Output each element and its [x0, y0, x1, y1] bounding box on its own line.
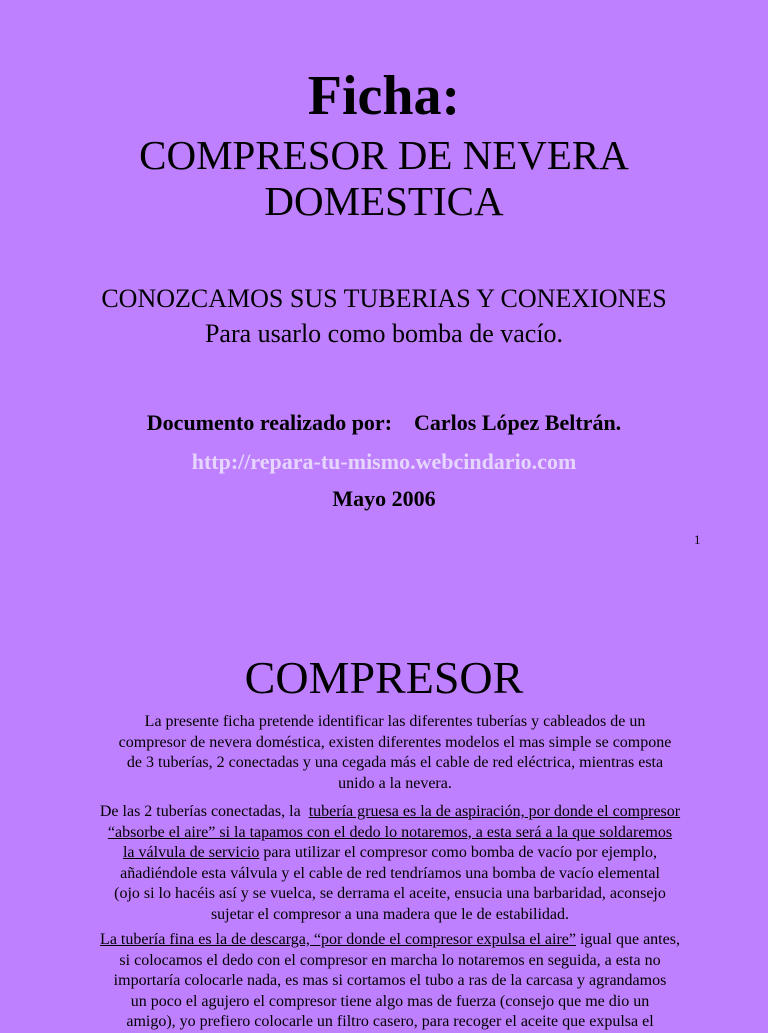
underlined-text: tubería gruesa es la de aspiración, por donde el compresor	[308, 803, 681, 820]
paragraph-line	[30, 843, 750, 864]
discharge-pipe-paragraph	[30, 930, 750, 1033]
paragraph-text: De las 2 tuberías conectadas, la	[99, 803, 301, 820]
paragraph-line: unido a la nevera.	[338, 774, 452, 792]
paragraph-line: amigo), yo prefiero colocarle un filtro casero, para recoger el aceite que expulsa el	[126, 1013, 654, 1030]
page-number: 1	[694, 532, 701, 547]
paragraph-line: importaría colocarle nada, es mas si cortamos el tubo a ras de la carcasa y agrandamos	[113, 972, 667, 989]
paragraph-line: (ojo si lo hacéis así y se vuelca, se derrama el aceite, ensucia una barbaridad, aconsejo	[114, 885, 666, 902]
underlined-text: la válvula de servicio	[122, 844, 260, 861]
paragraph-line: compresor de nevera doméstica, existen diferentes modelos el mas simple se compone	[118, 733, 672, 751]
paragraph-text: igual que antes,	[579, 931, 680, 948]
tagline-heading: CONOZCAMOS SUS TUBERIAS Y CONEXIONES	[101, 284, 667, 313]
paragraph-line	[30, 930, 750, 951]
author-label: Documento realizado por:	[146, 410, 393, 435]
paragraph-line	[30, 802, 750, 823]
slide-title: Ficha:	[307, 65, 461, 127]
paragraph-line: un poco el agujero el compresor tiene algo mas de fuerza (consejo que me dio un	[130, 992, 650, 1010]
suction-pipe-paragraph	[30, 802, 750, 925]
intro-paragraph	[50, 712, 740, 794]
paragraph-text: para utilizar el compresor como bomba de vacío por ejemplo,	[263, 844, 658, 861]
paragraph-line: sujetar el compresor a una madera que le de estabilidad.	[210, 905, 570, 923]
paragraph-line: La presente ficha pretende identificar las diferentes tuberías y cableados de un	[144, 713, 646, 730]
slide-subtitle	[0, 132, 768, 224]
document-date: Mayo 2006	[332, 486, 436, 511]
paragraph-line: de 3 tuberías, 2 conectadas y una cegada más el cable de red eléctrica, mientras esta	[126, 754, 664, 771]
underlined-text: La tubería fina es la de descarga, “por donde el compresor expulsa el aire”	[100, 931, 576, 948]
author-name: Carlos López Beltrán.	[414, 410, 622, 435]
paragraph-line: si colocamos el dedo con el compresor en marcha lo notaremos en seguida, a esta no	[119, 951, 661, 969]
section-heading: COMPRESOR	[244, 652, 524, 703]
subtitle-line: DOMESTICA	[264, 178, 504, 224]
paragraph-line: añadiéndole esta válvula y el cable de red tendríamos una bomba de vacío elemental	[120, 864, 660, 882]
author-credit	[0, 408, 768, 438]
website-link[interactable]: http://repara-tu-mismo.webcindario.com	[191, 449, 577, 474]
subtitle-line: COMPRESOR DE NEVERA	[139, 132, 629, 178]
tagline-purpose: Para usarlo como bomba de vacío.	[204, 319, 564, 348]
underlined-text: “absorbe el aire” si la tapamos con el dedo lo notaremos, a esta será a la que soldaremos	[107, 823, 673, 841]
